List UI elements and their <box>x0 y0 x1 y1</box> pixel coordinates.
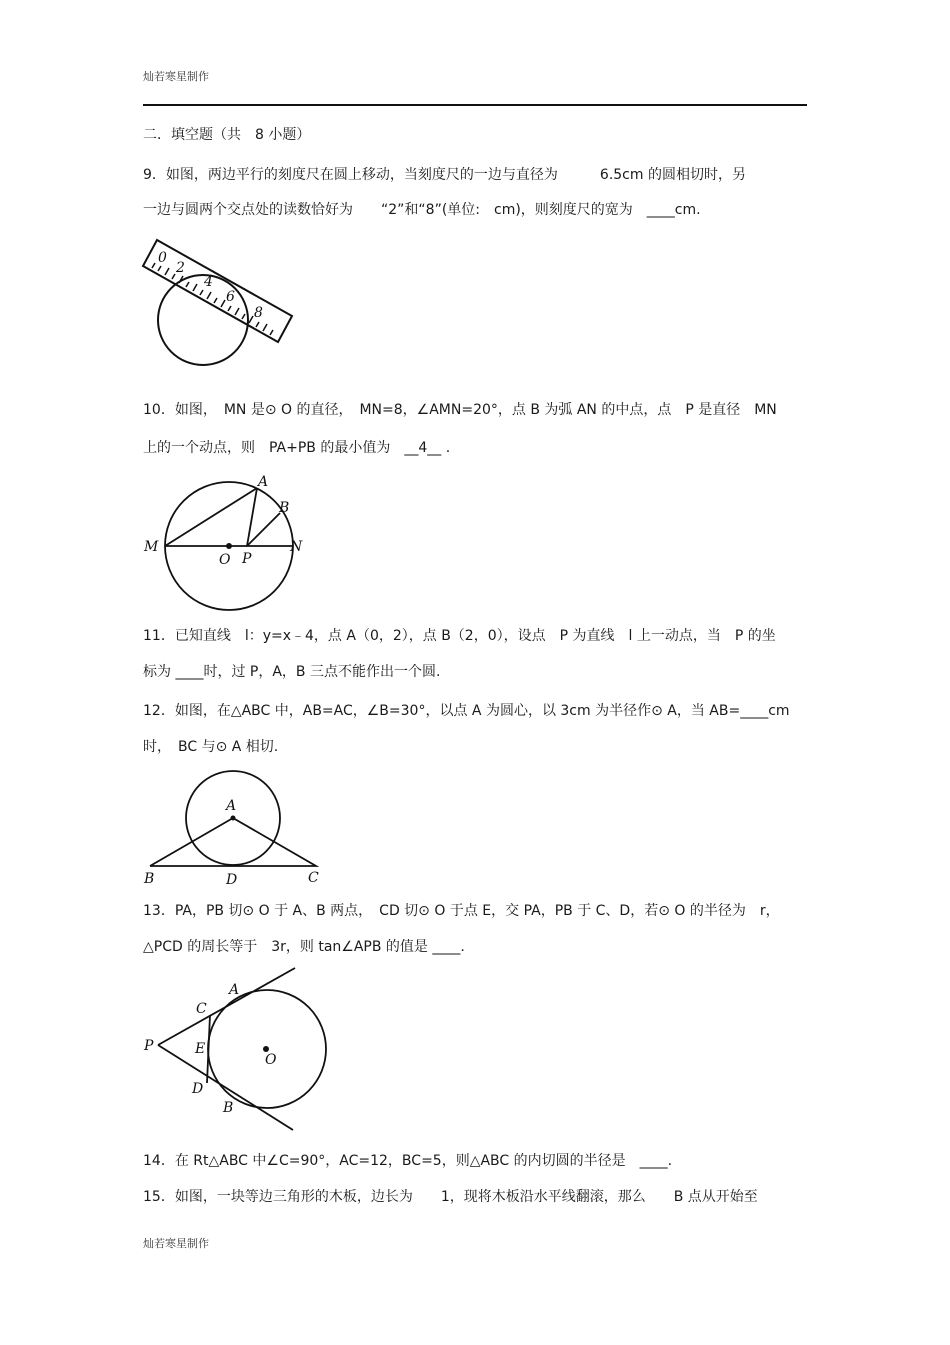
q9-tick-8: 8 <box>254 305 263 321</box>
header-rule <box>143 104 807 106</box>
q10-label-O: O <box>219 552 231 568</box>
q9-tick-6: 6 <box>226 289 235 305</box>
q10-line2: 上的一个动点，则 PA+PB 的最小值为 __4__ . <box>143 440 451 456</box>
q9-ruler-figure <box>140 238 300 368</box>
q12-triangle-figure <box>140 766 330 891</box>
q10-label-B: B <box>279 500 290 516</box>
q13-label-C: C <box>196 1001 207 1017</box>
q13-label-A: A <box>229 982 240 998</box>
q9-line1: 9．如图，两边平行的刻度尺在圆上移动，当刻度尺的一边与直径为 6.5cm 的圆相切时，另 <box>143 167 746 183</box>
q12-label-B: B <box>144 871 155 887</box>
q9-tick-4: 4 <box>204 274 213 290</box>
q10-line1: 10．如图， MN 是⊙ O 的直径， MN=8，∠AMN=20°，点 B 为弧 AN 的中点，点 P 是直径 MN <box>143 402 777 418</box>
q11-line1: 11．已知直线 l：y=x﹣4，点 A（0，2），点 B（2，0），设点 P 为直线 l 上一动点，当 P 的坐 <box>143 628 776 644</box>
q9-line2: 一边与圆两个交点处的读数恰好为 “2”和“8”(单位: cm)，则刻度尺的宽为 ____cm. <box>143 202 701 218</box>
q13-line1: 13．PA，PB 切⊙ O 于 A、B 两点， CD 切⊙ O 于点 E，交 PA，PB 于 C、D，若⊙ O 的半径为 r， <box>143 903 780 919</box>
q13-label-O: O <box>265 1052 277 1068</box>
q10-label-A: A <box>258 474 269 490</box>
q10-label-M: M <box>144 539 159 555</box>
q13-tangent-figure <box>140 968 340 1143</box>
q13-label-B: B <box>223 1100 234 1116</box>
q9-tick-2: 2 <box>176 260 185 276</box>
q12-label-D: D <box>226 872 238 888</box>
q9-tick-0: 0 <box>158 250 167 266</box>
page-footer: 灿若寒星制作 <box>143 1237 209 1250</box>
q13-line2: △PCD 的周长等于 3r，则 tan∠APB 的值是 ____. <box>143 939 465 955</box>
q10-label-P: P <box>242 551 252 567</box>
q12-line2: 时， BC 与⊙ A 相切. <box>143 739 279 755</box>
q12-label-A: A <box>226 798 237 814</box>
q11-line2: 标为 ____时，过 P，A，B 三点不能作出一个圆. <box>143 664 441 680</box>
q13-label-E: E <box>195 1041 206 1057</box>
page-header: 灿若寒星制作 <box>143 70 209 83</box>
q12-line1: 12．如图，在△ABC 中，AB=AC，∠B=30°，以点 A 为圆心，以 3cm 为半径作⊙ A，当 AB=____cm <box>143 703 790 719</box>
q14-line1: 14．在 Rt△ABC 中∠C=90°，AC=12，BC=5，则△ABC 的内切圆的半径是 ____. <box>143 1153 673 1169</box>
q15-line1: 15．如图，一块等边三角形的木板，边长为 1，现将木板沿水平线翻滚，那么 B 点从开始至 <box>143 1189 758 1205</box>
q10-label-N: N <box>290 539 303 555</box>
q10-circle-figure <box>140 472 320 612</box>
section-title: 二．填空题（共 8 小题） <box>143 127 311 143</box>
q13-label-D: D <box>192 1081 204 1097</box>
q12-label-C: C <box>308 870 319 886</box>
q13-label-P: P <box>144 1038 154 1054</box>
